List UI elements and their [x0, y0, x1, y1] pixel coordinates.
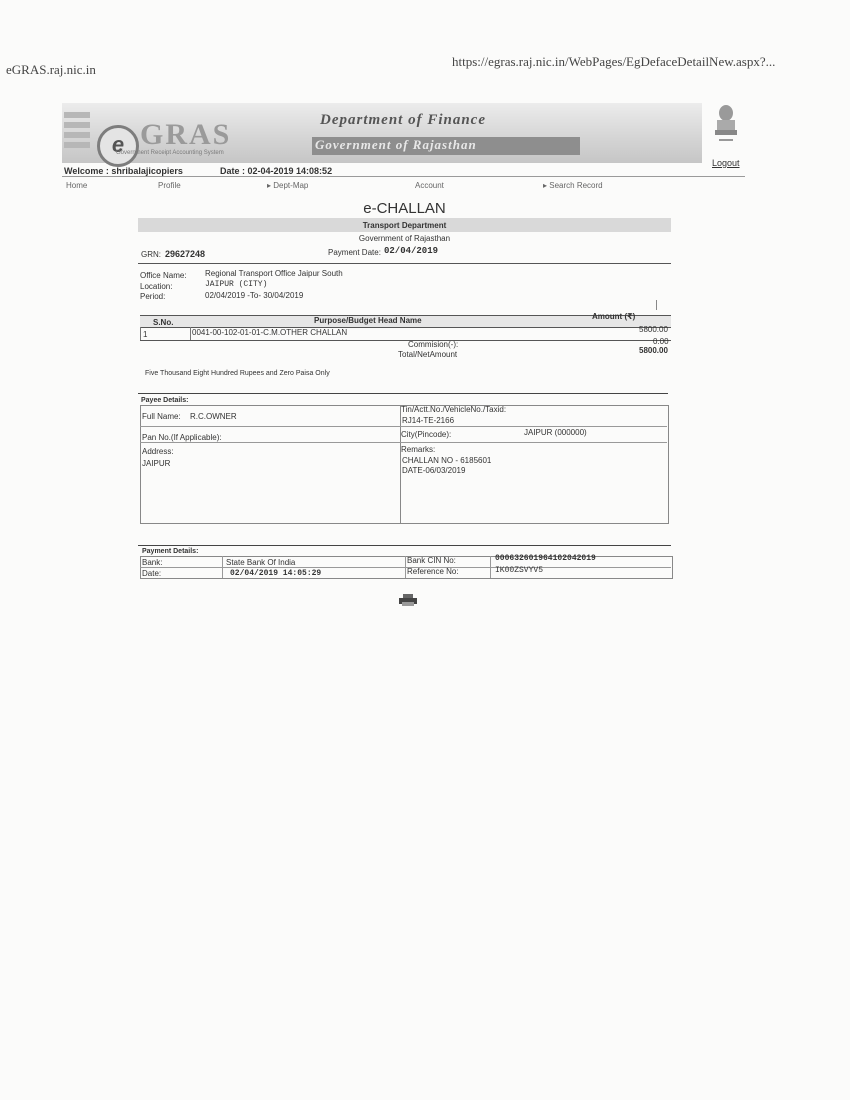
location-value: JAIPUR (CITY)	[205, 280, 268, 289]
bank-label: Bank:	[142, 558, 163, 567]
nav-search-record[interactable]	[543, 181, 603, 190]
logo-stripes-icon	[64, 112, 90, 156]
divider	[656, 300, 657, 310]
row-purpose: 0041-00-102-01-01-C.M.OTHER CHALLAN	[192, 328, 348, 337]
date-label: Date:	[142, 569, 162, 578]
full-name-label: Full Name:	[142, 412, 181, 421]
cin-value: 00063260196410204201​9	[495, 554, 596, 563]
divider	[140, 442, 667, 443]
ref-label: Reference No:	[407, 567, 459, 576]
bank-value: State Bank Of India	[226, 558, 296, 567]
pan-label: Pan No.(If Applicable):	[142, 433, 222, 442]
row-sno: 1	[143, 330, 148, 339]
grn-value: 29627248	[165, 249, 206, 259]
national-emblem-icon	[711, 103, 741, 149]
payee-heading: Payee Details:	[141, 397, 189, 404]
nav-divider	[62, 176, 745, 177]
divider	[138, 263, 671, 264]
divider	[405, 556, 406, 578]
nav-dept-map[interactable]	[267, 181, 308, 190]
welcome-text: Welcome : shribalajicopiers	[64, 166, 183, 176]
divider	[190, 327, 191, 340]
col-sno: S.No.	[153, 318, 174, 327]
nav-search-record-label: Search Record	[549, 181, 603, 190]
payment-heading: Payment Details:	[142, 548, 199, 555]
total-label: Total/NetAmount	[398, 350, 458, 359]
office-label: Office Name:	[140, 271, 187, 280]
commission-value: 0.00	[653, 337, 669, 346]
divider	[400, 405, 401, 523]
arrow-right-icon: ▸	[267, 181, 274, 190]
divider	[140, 340, 671, 341]
remarks-label: Remarks:	[401, 445, 436, 454]
tin-value: RJ14-TE-2166	[402, 416, 455, 425]
divider	[222, 556, 223, 578]
divider	[138, 545, 671, 546]
period-value: 02/04/2019 -To- 30/04/2019	[205, 291, 304, 300]
address-value: JAIPUR	[142, 459, 171, 468]
printer-icon[interactable]	[398, 594, 418, 606]
full-name-value: R.C.OWNER	[190, 412, 237, 421]
site-name: eGRAS.raj.nic.in	[6, 62, 96, 77]
city-value: JAIPUR (000000)	[524, 428, 587, 437]
nav-home[interactable]: Home	[66, 181, 88, 190]
session-date: Date : 02-04-2019 14:08:52	[220, 166, 333, 176]
government-title: Government of Rajasthan	[315, 137, 477, 152]
logo-text: GRAS	[140, 118, 232, 151]
nav-profile[interactable]: Profile	[158, 181, 181, 190]
row-amount: 5800.00	[639, 325, 668, 334]
department-title: Department of Finance	[320, 112, 486, 128]
period-label: Period:	[140, 292, 166, 301]
address-label: Address:	[142, 447, 174, 456]
logout-link[interactable]: Logout	[712, 158, 740, 168]
payment-date-value: 02/04/2019	[384, 246, 439, 256]
office-value: Regional Transport Office Jaipur South	[205, 269, 343, 278]
challan-government: Government of Rajasthan	[358, 234, 451, 243]
remarks-line-1: CHALLAN NO - 6185601	[402, 456, 492, 465]
total-value: 5800.00	[639, 346, 668, 355]
page-url: https://egras.raj.nic.in/WebPages/EgDefaceDetailNew.aspx?...	[452, 54, 776, 69]
nav-dept-map-label: Dept-Map	[273, 181, 309, 190]
amount-in-words: Five Thousand Eight Hundred Rupees and Zero Paisa Only	[145, 370, 330, 377]
logo-subtitle: Government Receipt Accounting System	[116, 150, 224, 156]
grn-label: GRN:	[141, 250, 161, 259]
remarks-line-2: DATE-06/03/2019	[402, 466, 466, 475]
ref-value: IK00ZSVYV5	[495, 566, 544, 575]
tin-label: Tin/Actt.No./VehicleNo./Taxid:	[401, 405, 507, 414]
location-label: Location:	[140, 282, 173, 291]
city-label: City(Pincode):	[401, 430, 452, 439]
payment-date-label: Payment Date:	[328, 248, 381, 257]
cin-label: Bank CIN No:	[407, 556, 456, 565]
egras-logo-icon: e	[97, 125, 139, 167]
divider	[490, 556, 491, 578]
date-value: 02/04/2019 14:05:29	[230, 569, 322, 578]
arrow-right-icon: ▸	[543, 181, 550, 190]
challan-title: e-CHALLAN	[363, 200, 446, 217]
commission-label: Commision(-):	[408, 340, 459, 349]
challan-department: Transport Department	[362, 221, 447, 230]
col-purpose: Purpose/Budget Head Name	[314, 316, 422, 325]
divider	[140, 327, 141, 340]
divider	[140, 426, 667, 427]
col-amount: Amount (₹)	[592, 312, 636, 321]
nav-account[interactable]: Account	[415, 181, 444, 190]
